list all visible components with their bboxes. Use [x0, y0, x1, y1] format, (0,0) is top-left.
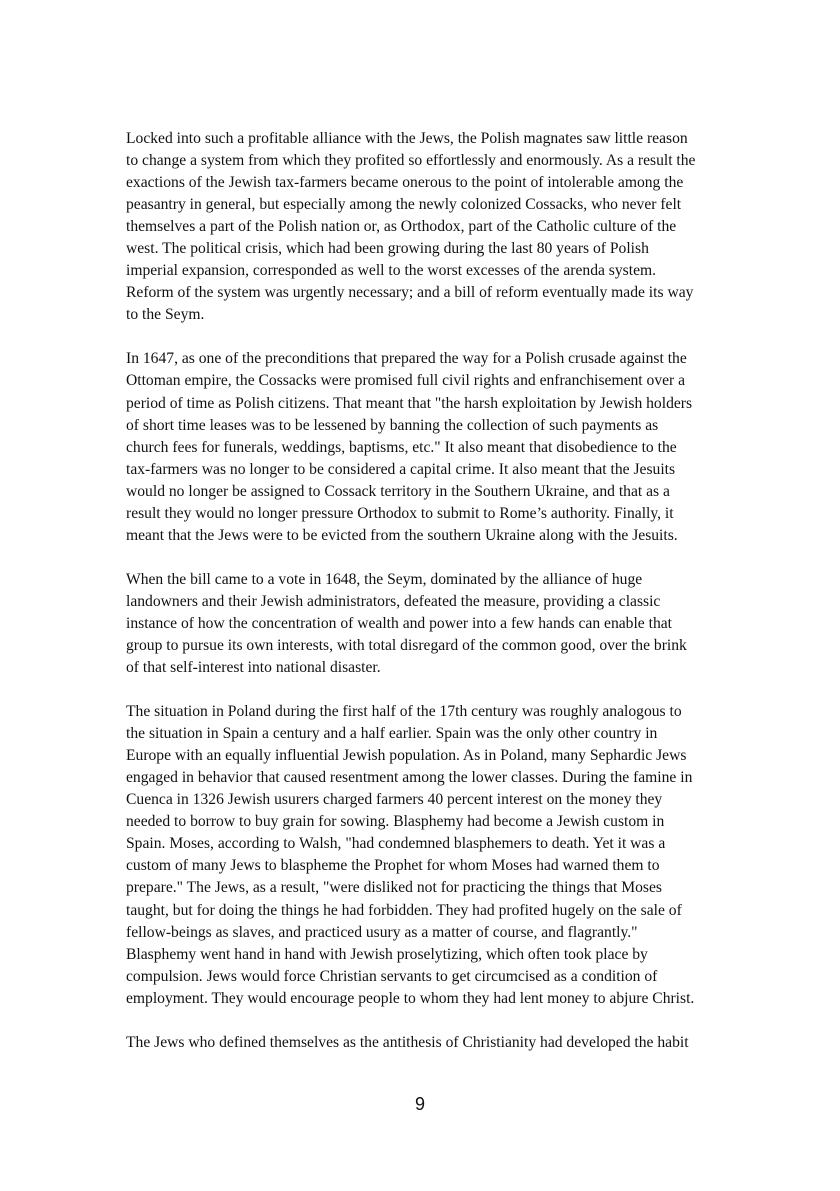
- paragraph: [126, 1032, 754, 1054]
- text-line: Locked into such a profitable alliance with the Jews, the Polish magnates saw little reason: [126, 130, 688, 147]
- text-line: needed to borrow to buy grain for sowing. Blasphemy had become a Jewish custom in: [126, 813, 665, 831]
- text-line: result they would no longer pressure Orthodox to submit to Rome’s authority. Finally, it: [126, 504, 674, 522]
- text-line: landowners and their Jewish administrators, defeated the measure, providing a classic: [126, 592, 661, 610]
- text-line: The Jews who defined themselves as the antithesis of Christianity had developed the habit: [126, 1033, 689, 1051]
- text-line: themselves a part of the Polish nation or, as Orthodox, part of the Catholic culture of the: [126, 218, 677, 236]
- text-line: Cuenca in 1326 Jewish usurers charged farmers 40 percent interest on the money they: [126, 791, 663, 809]
- text-line: peasantry in general, but especially among the newly colonized Cossacks, who never felt: [126, 196, 682, 214]
- page-number: 9: [414, 1094, 425, 1114]
- text-line: Reform of the system was urgently necessary; and a bill of reform eventually made its way: [126, 284, 694, 302]
- text-line: The situation in Poland during the first half of the 17th century was roughly analogous to: [126, 703, 682, 721]
- text-line: the situation in Spain a century and a half earlier. Spain was the only other country in: [126, 725, 658, 743]
- text-line: Spain. Moses, according to Walsh, "had condemned blasphemers to death. Yet it was a: [126, 835, 666, 853]
- text-line: Ottoman empire, the Cossacks were promised full civil rights and enfranchisement over a: [126, 372, 686, 390]
- text-line: of that self-interest into national disaster.: [126, 659, 381, 677]
- text-line: engaged in behavior that caused resentment among the lower classes. During the famine in: [126, 769, 693, 787]
- paragraph: [126, 701, 754, 1010]
- text-line: Europe with an equally influential Jewish population. As in Poland, many Sephardic Jews: [126, 747, 687, 765]
- text-line: would no longer be assigned to Cossack territory in the Southern Ukraine, and that as a: [126, 482, 670, 500]
- paragraph: [126, 128, 754, 326]
- paragraph: [126, 569, 754, 679]
- text-line: employment. They would encourage people to whom they had lent money to abjure Christ.: [126, 989, 695, 1007]
- text-line: west. The political crisis, which had been growing during the last 80 years of Polish: [126, 240, 649, 258]
- text-line: to change a system from which they profited so effortlessly and enormously. As a result the: [126, 152, 696, 170]
- text-line: imperial expansion, corresponded as well to the worst excesses of the arenda system.: [126, 262, 657, 280]
- text-line: group to pursue its own interests, with total disregard of the common good, over the brink: [126, 636, 687, 654]
- text-line: tax-farmers was no longer to be considered a capital crime. It also meant that the Jesuits: [126, 460, 676, 478]
- text-line: In 1647, as one of the preconditions that prepared the way for a Polish crusade against the: [126, 350, 687, 368]
- text-line: instance of how the concentration of wealth and power into a few hands can enable that: [126, 614, 673, 632]
- text-line: When the bill came to a vote in 1648, the Seym, dominated by the alliance of huge: [126, 570, 643, 588]
- text-line: period of time as Polish citizens. That meant that "the harsh exploitation by Jewish holders: [126, 394, 693, 412]
- text-line: fellow-beings as slaves, and practiced usury as a matter of course, and flagrantly.": [126, 923, 638, 941]
- text-line: custom of many Jews to blaspheme the Prophet for whom Moses had warned them to: [126, 857, 660, 875]
- text-line: Blasphemy went hand in hand with Jewish proselytizing, which often took place by: [126, 945, 648, 963]
- text-line: compulsion. Jews would force Christian servants to get circumcised as a condition of: [126, 967, 658, 985]
- text-line: to the Seym.: [126, 306, 205, 324]
- text-line: of short time leases was to be lessened by banning the collection of such payments as: [126, 416, 659, 434]
- text-line: taught, but for doing the things he had forbidden. They had profited hugely on the sale of: [126, 901, 682, 919]
- text-line: meant that the Jews were to be evicted from the southern Ukraine along with the Jesuits.: [126, 526, 678, 544]
- text-line: exactions of the Jewish tax-farmers became onerous to the point of intolerable among the: [126, 174, 684, 192]
- body-text: [126, 128, 754, 1076]
- paragraph: [126, 348, 754, 546]
- text-line: church fees for funerals, weddings, baptisms, etc." It also meant that disobedience to the: [126, 438, 677, 456]
- text-line: prepare." The Jews, as a result, "were disliked not for practicing the things that Moses: [126, 879, 662, 897]
